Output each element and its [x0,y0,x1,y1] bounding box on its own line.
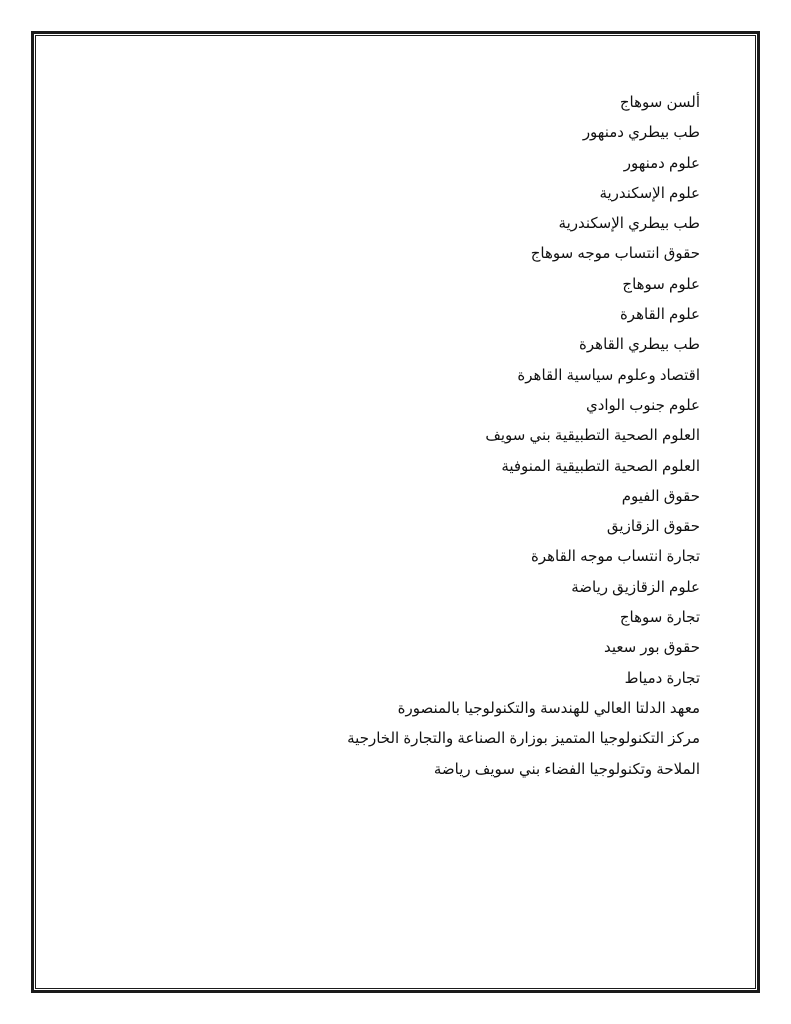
list-item: علوم جنوب الوادي [585,396,700,414]
list-item: علوم سوهاج [622,275,700,293]
list-item: حقوق الزقازيق [606,518,700,536]
list-item: العلوم الصحية التطبيقية المنوفية [501,457,700,475]
list-item: علوم القاهرة [619,306,700,324]
list-item: طب بيطري الإسكندرية [558,215,700,233]
list-item: علوم الزقازيق رياضة [571,578,700,596]
faculty-list [120,88,700,785]
list-item: حقوق الفيوم [621,487,700,505]
list-item: تجارة دمياط [624,669,700,687]
list-item: العلوم الصحية التطبيقية بني سويف [485,427,700,445]
list-item: طب بيطري دمنهور [582,124,700,142]
list-item: حقوق بور سعيد [604,639,700,657]
list-item: حقوق انتساب موجه سوهاج [530,245,700,263]
list-item: طب بيطري القاهرة [579,336,700,354]
list-item: مركز التكنولوجيا المتميز بوزارة الصناعة والتجارة الخارجية [347,730,700,748]
list-item: تجارة سوهاج [619,609,700,627]
list-item: تجارة انتساب موجه القاهرة [530,548,700,566]
list-item: الملاحة وتكنولوجيا الفضاء بني سويف رياضة [433,760,700,778]
list-item: معهد الدلتا العالي للهندسة والتكنولوجيا بالمنصورة [397,699,700,717]
list-item: علوم دمنهور [623,154,700,172]
list-item: ألسن سوهاج [619,94,700,111]
list-item: علوم الإسكندرية [599,184,700,202]
list-item: اقتصاد وعلوم سياسية القاهرة [517,366,700,384]
